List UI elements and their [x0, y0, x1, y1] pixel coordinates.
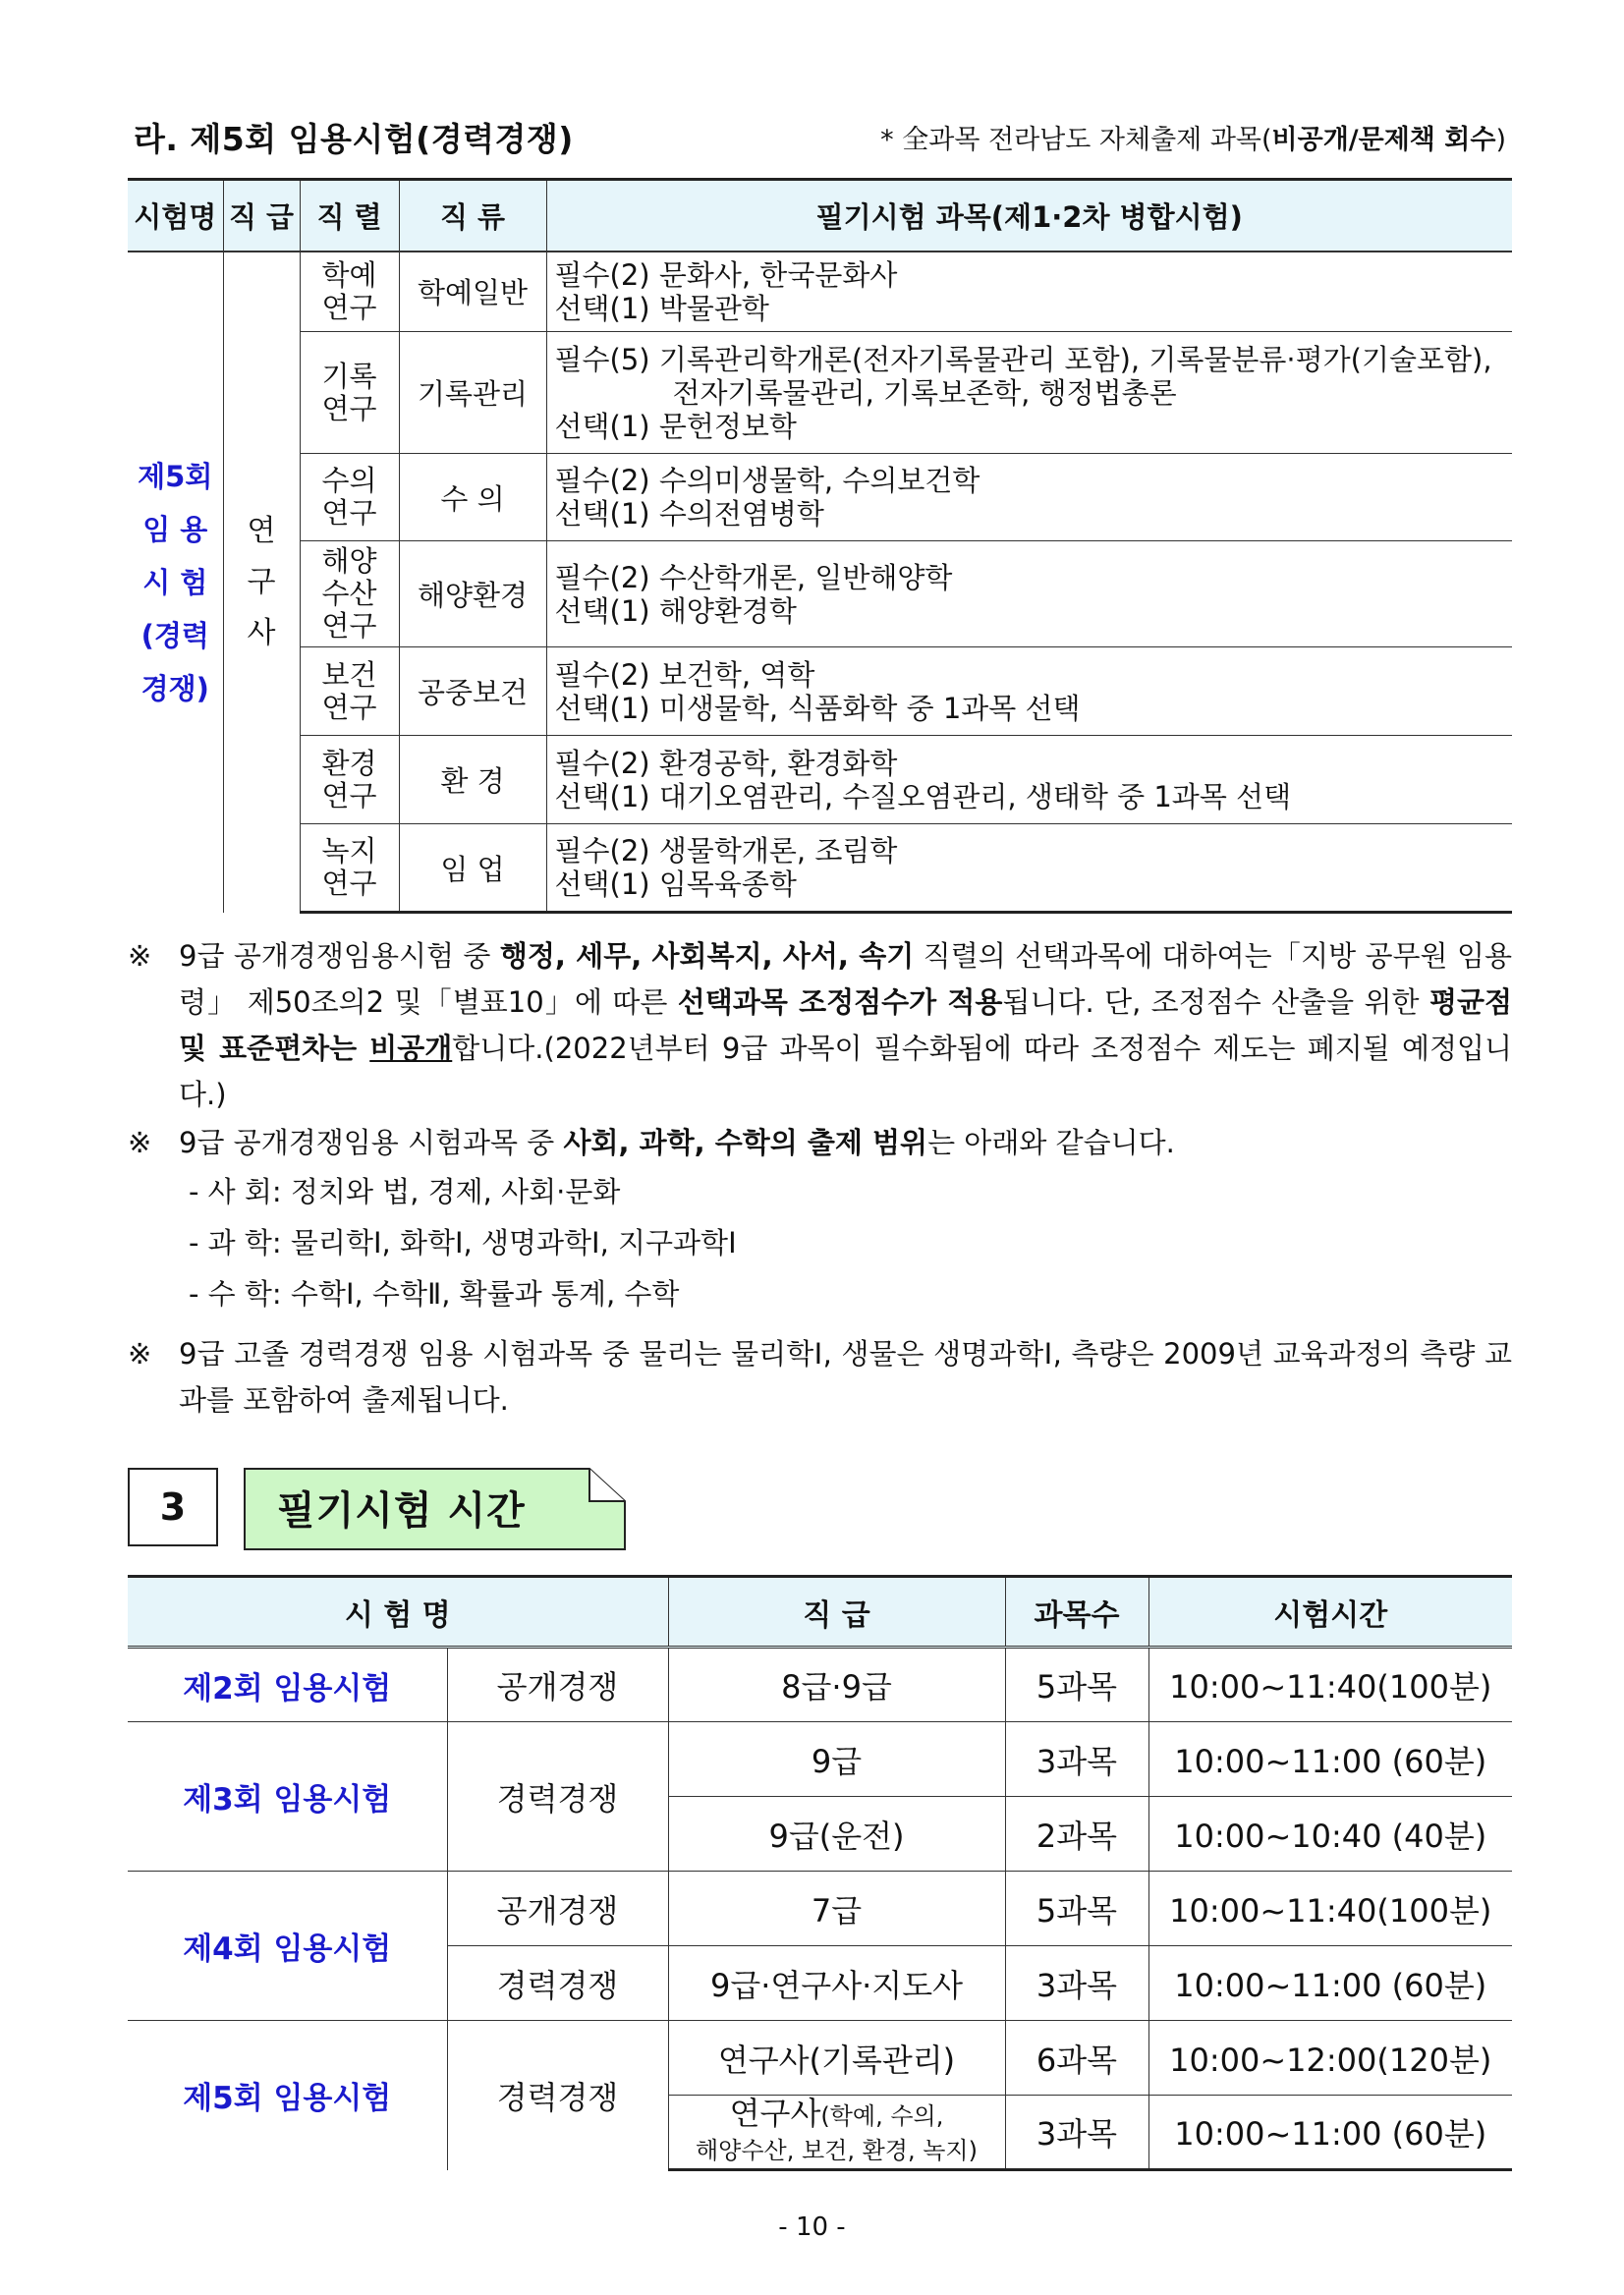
table-row [128, 1872, 1512, 1946]
subjects-cell: 필수(2) 생물학개론, 조림학 선택(1) 임목육종학 [546, 824, 1512, 913]
subject-count: 5과목 [1005, 1648, 1148, 1722]
rank-cell: 연 구 사 [223, 252, 300, 913]
table-row [128, 332, 1512, 454]
header-exam-time: 시험시간 [1148, 1577, 1512, 1648]
subjects-cell: 필수(5) 기록관리학개론(전자기록물관리 포함), 기록물분류·평가(기술포함), 전자기록물관리, 기록보존학, 행정법총론 선택(1) 문헌정보학 [546, 332, 1512, 454]
subjects-cell: 필수(2) 수산학개론, 일반해양학 선택(1) 해양환경학 [546, 541, 1512, 647]
header-series: 직 렬 [300, 180, 399, 252]
section-number: 3 [128, 1468, 218, 1546]
page-number: - 10 - [778, 2212, 846, 2242]
exam-time: 10:00~11:00 (60분) [1148, 1946, 1512, 2021]
table-row [128, 736, 1512, 824]
section-title: 라. 제5회 임용시험(경력경쟁) [134, 120, 574, 158]
table-row [128, 2021, 1512, 2096]
series-cell: 기록 연구 [300, 332, 399, 454]
note-highschool: ※ 9급 고졸 경력경쟁 임용 시험과목 중 물리는 물리학Ⅰ, 생물은 생명과학Ⅰ, 측량은 2009년 교육과정의 측량 교과를 포함하여 출제됩니다. [128, 1337, 1512, 1417]
subjects-cell: 필수(2) 문화사, 한국문화사 선택(1) 박물관학 [546, 252, 1512, 332]
table-row [128, 541, 1512, 647]
header-grade: 직 급 [668, 1577, 1005, 1648]
scope-item-society: - 사 회: 정치와 법, 경제, 사회·문화 [189, 1175, 621, 1208]
section-3-title: 필기시험 시간 [277, 1488, 526, 1534]
exam-time: 10:00~11:40(100분) [1148, 1648, 1512, 1722]
exam-name: 제5회 임용시험 [128, 2021, 447, 2170]
table-row [128, 454, 1512, 541]
series-cell: 녹지 연구 [300, 824, 399, 913]
note-adjusted-score: ※ 9급 공개경쟁임용시험 중 행정, 세무, 사회복지, 사서, 속기 직렬의 선택과목에 대하여는「지방 공무원 임용령」 제50조의2 및「별표10」에 따른 선택과목 조정점수가 적용됩니다. 단, 조정점수 산출을 위한 평균점 및 표준편차는 비공개합니다.(2022년부터 9급 과목이 필수화됨에 따라 조정점수 제도는 폐지될 예정입니다.) [128, 939, 1513, 1111]
note-exam-scope: ※ 9급 공개경쟁임용 시험과목 중 사회, 과학, 수학의 출제 범위는 아래와 같습니다. - 사 회: 정치와 법, 경제, 사회·문화 - 과 학: 물리학Ⅰ, 화학Ⅰ, 생명과학Ⅰ, 지구과학Ⅰ - 수 학: 수학Ⅰ, 수학Ⅱ, 확률과 통계, 수학 [128, 1120, 1512, 1319]
subject-count: 6과목 [1005, 2021, 1148, 2096]
header-exam: 시 험 명 [128, 1577, 668, 1648]
exam-type: 공개경쟁 [447, 1872, 668, 1946]
subjects-cell: 필수(2) 환경공학, 환경화학 선택(1) 대기오염관리, 수질오염관리, 생태학 중 1과목 선택 [546, 736, 1512, 824]
exam-name: 제3회 임용시험 [128, 1722, 447, 1872]
subject-count: 5과목 [1005, 1872, 1148, 1946]
subject-count: 3과목 [1005, 1946, 1148, 2021]
series-cell: 해양 수산 연구 [300, 541, 399, 647]
subject-count: 3과목 [1005, 1722, 1148, 1797]
section-header [128, 114, 1512, 157]
exam-name: 제4회 임용시험 [128, 1872, 447, 2021]
subject-count: 2과목 [1005, 1797, 1148, 1872]
series-cell: 보건 연구 [300, 647, 399, 736]
class-cell: 환 경 [399, 736, 546, 824]
section-note: * 全과목 전라남도 자체출제 과목(비공개/문제책 회수) [880, 125, 1506, 155]
class-cell: 학예일반 [399, 252, 546, 332]
table-row [128, 1722, 1512, 1797]
section-3-title-box [244, 1468, 627, 1546]
class-cell: 공중보건 [399, 647, 546, 736]
grade: 9급(운전) [668, 1797, 1005, 1872]
exam-time: 10:00~12:00(120분) [1148, 2021, 1512, 2096]
exam-time: 10:00~10:40 (40분) [1148, 1797, 1512, 1872]
table-row [128, 252, 1512, 332]
exam-type: 경력경쟁 [447, 1722, 668, 1872]
subjects-table [128, 178, 1512, 914]
series-cell: 학예 연구 [300, 252, 399, 332]
subjects-cell: 필수(2) 보건학, 역학 선택(1) 미생물학, 식품화학 중 1과목 선택 [546, 647, 1512, 736]
grade: 7급 [668, 1872, 1005, 1946]
table-row [128, 824, 1512, 913]
header-rank: 직 급 [223, 180, 300, 252]
table-row [128, 647, 1512, 736]
subject-count: 3과목 [1005, 2096, 1148, 2170]
subjects-cell: 필수(2) 수의미생물학, 수의보건학 선택(1) 수의전염병학 [546, 454, 1512, 541]
series-cell: 환경 연구 [300, 736, 399, 824]
grade: 8급·9급 [668, 1648, 1005, 1722]
exam-time-table [128, 1575, 1512, 2171]
class-cell: 해양환경 [399, 541, 546, 647]
scope-item-science: - 과 학: 물리학Ⅰ, 화학Ⅰ, 생명과학Ⅰ, 지구과학Ⅰ [189, 1226, 737, 1259]
exam-type: 경력경쟁 [447, 2021, 668, 2170]
grade: 연구사(기록관리) [668, 2021, 1005, 2096]
class-cell: 수 의 [399, 454, 546, 541]
exam-name: 제2회 임용시험 [128, 1648, 447, 1722]
header-subject-count: 과목수 [1005, 1577, 1148, 1648]
exam-time: 10:00~11:00 (60분) [1148, 2096, 1512, 2170]
exam-time: 10:00~11:00 (60분) [1148, 1722, 1512, 1797]
header-exam-name: 시험명 [128, 180, 223, 252]
scope-item-math: - 수 학: 수학Ⅰ, 수학Ⅱ, 확률과 통계, 수학 [189, 1277, 680, 1311]
header-subjects: 필기시험 과목(제1·2차 병합시험) [546, 180, 1512, 252]
exam-type: 공개경쟁 [447, 1648, 668, 1722]
class-cell: 임 업 [399, 824, 546, 913]
exam-name-cell: 제5회 임 용 시 험 (경력 경쟁) [128, 252, 223, 913]
header-class: 직 류 [399, 180, 546, 252]
class-cell: 기록관리 [399, 332, 546, 454]
grade: 연구사(학예, 수의, 해양수산, 보건, 환경, 녹지) [668, 2096, 1005, 2170]
grade: 9급 [668, 1722, 1005, 1797]
exam-type: 경력경쟁 [447, 1946, 668, 2021]
table-row [128, 1648, 1512, 1722]
grade: 9급·연구사·지도사 [668, 1946, 1005, 2021]
series-cell: 수의 연구 [300, 454, 399, 541]
exam-time-header [128, 1577, 1512, 1648]
subjects-table-header [128, 180, 1512, 252]
exam-time: 10:00~11:40(100분) [1148, 1872, 1512, 1946]
